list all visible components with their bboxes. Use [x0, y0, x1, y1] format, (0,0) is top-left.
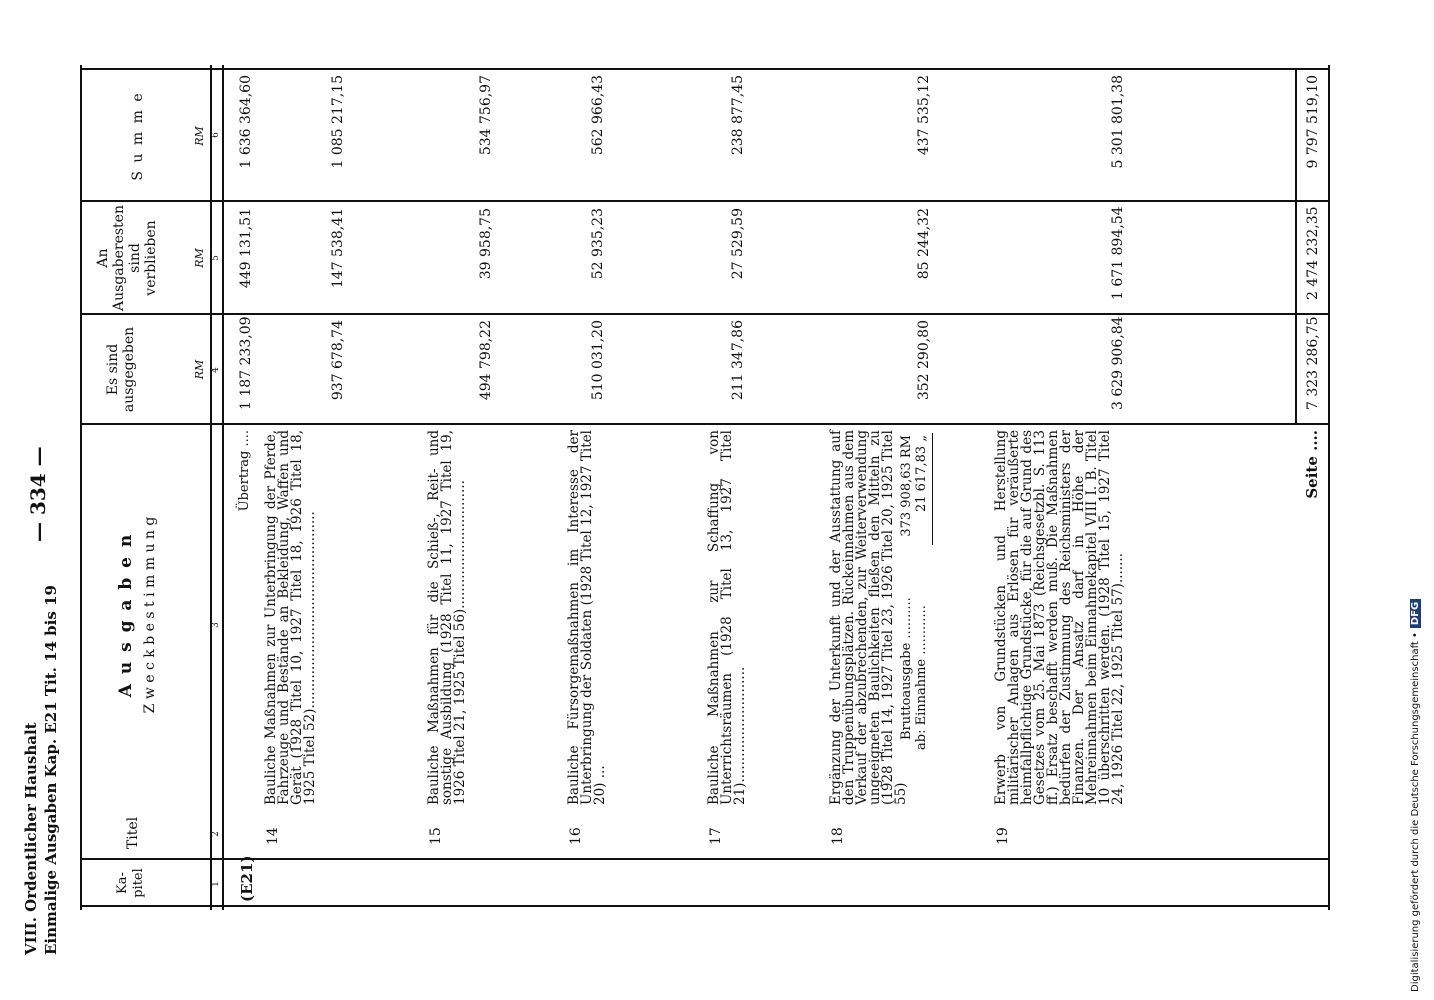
titel-15: 15 — [428, 827, 444, 845]
column-number-rule-top — [210, 65, 212, 910]
unit-rm-6: RM — [193, 126, 206, 146]
header-line-1: VIII. Ordentlicher Haushalt — [22, 722, 40, 955]
dfg-logo: DFG — [1410, 599, 1421, 628]
col-number-3: 3 — [211, 622, 221, 628]
col-kapitel-rule — [80, 859, 1328, 861]
row-15-ausgegeben: 494 798,22 — [478, 320, 494, 401]
col-number-6: 6 — [211, 132, 221, 138]
seite-label: Seite .... — [1303, 430, 1321, 499]
row-16-reste: 52 935,23 — [590, 208, 606, 280]
row-18-ausgegeben: 352 290,80 — [916, 320, 932, 401]
row-14-summe: 1 085 217,15 — [330, 75, 346, 169]
uebertrag-ausgegeben: 1 187 233,09 — [238, 316, 254, 410]
row-15-text: Bauliche Maßnahmen für die Schieß-, Reit- und sonstige Ausbildung (1928 Titel 11, 1927 Titel 19, 1926 Titel 21, 1925 Titel 56).............................. — [426, 430, 468, 805]
row-14-text: Bauliche Maßnahmen zur Unterbringung der Pferde, Fahrzeuge und Bestände an Bekleidung, Waffen und Gerät (1928 Titel 10, 1927 Titel 18, 1926 Titel 18, 1925 Titel 52).............................................. — [263, 430, 318, 805]
row-18-summe: 437 535,12 — [916, 75, 932, 156]
row-19-summe: 5 301 801,38 — [1110, 75, 1126, 169]
row-16-ausgegeben: 510 031,20 — [590, 320, 606, 401]
header-line-2: Einmalige Ausgaben Kap. E21 Tit. 14 bis 19 — [42, 585, 60, 955]
row-14-reste: 147 538,41 — [330, 208, 346, 289]
row-15-reste: 39 958,75 — [478, 208, 494, 280]
row-17-summe: 238 877,45 — [730, 75, 746, 156]
row-17-reste: 27 529,59 — [730, 208, 746, 280]
dfg-watermark — [1410, 572, 1421, 992]
titel-17: 17 — [708, 827, 724, 845]
col-text-rule — [80, 424, 1328, 426]
uebertrag-reste: 449 131,51 — [238, 208, 254, 289]
col-summe-header: S u m m e — [130, 91, 146, 181]
row-16-summe: 562 966,43 — [590, 75, 606, 156]
row-17-text: Bauliche Maßnahmen zur Schaffung von Unterrichtsräumen (1928 Titel 13, 1927 Titel 21)........................... — [706, 430, 748, 805]
col-number-2: 2 — [211, 831, 221, 837]
dfg-watermark-text: Digitalisierung gefördert durch die Deutsche Forschungsgemeinschaft • — [1410, 632, 1421, 992]
row-18-subtotal-rule — [932, 433, 933, 545]
seite-ausgegeben: 7 323 286,75 — [1305, 316, 1321, 410]
uebertrag-summe: 1 636 364,60 — [238, 75, 254, 169]
col-kapitel-header: Ka-pitel — [115, 868, 146, 898]
row-19-text: Erwerb von Grundstücken und Herstellung militärischer Anlagen aus Erlösen für veräußerte heimfallpflichtige Grundstücke, für die auf Grund des Gesetzes vom 25. Mai 1873 (Reichsgesetzbl. S. 113 ff.) Ersatz beschafft werden muß. Die Maßnahmen bedürfen der Zustimmung des Reichsministers der Finanzen. Der Ansatz darf in Höhe der Mehreinnahmen beim Einnahmekapitel VIII I. B. Titel 10 überschritten werden. (1928 Titel 15, 1927 Titel 24, 1926 Titel 22, 1925 Titel 57)....... — [993, 430, 1126, 805]
row-18-brutto-value: 373 908,63 RM — [899, 435, 914, 537]
col-zweck-header: Z w e c k b e s t i m m u n g — [142, 516, 158, 714]
row-18-einnahme-label: ab: Einnahme ............ — [914, 605, 929, 750]
column-number-rule-bottom — [222, 65, 224, 910]
col-number-1: 1 — [211, 881, 221, 887]
table-bottom-rule — [1328, 65, 1330, 910]
titel-18: 18 — [830, 827, 846, 845]
titel-19: 19 — [995, 827, 1011, 845]
table-right-rule — [80, 69, 1328, 71]
seite-summe: 9 797 519,10 — [1305, 75, 1321, 169]
uebertrag-label: Übertrag .... — [237, 430, 252, 512]
col-reste-header: An Ausgaberesten sind verblieben — [95, 205, 159, 311]
unit-rm-5: RM — [193, 248, 206, 268]
col-reste-rule — [80, 201, 1328, 203]
unit-rm-4: RM — [193, 359, 206, 380]
col-number-4: 4 — [211, 367, 221, 373]
titel-16: 16 — [568, 827, 584, 845]
row-19-reste: 1 671 894,54 — [1110, 206, 1126, 300]
col-ausgaben-header: A u s g a b e n — [116, 532, 136, 698]
seite-rule — [1295, 70, 1297, 425]
row-17-ausgegeben: 211 347,86 — [730, 320, 746, 401]
col-ausgegeben-rule — [80, 314, 1328, 316]
kapitel-marker: (E21) — [238, 855, 256, 902]
row-18-reste: 85 244,32 — [916, 208, 932, 280]
row-18-brutto-label: Bruttoausgabe .......... — [899, 597, 914, 740]
table-left-rule — [80, 906, 1328, 908]
row-15-summe: 534 756,97 — [478, 75, 494, 156]
row-18-einnahme-value: 21 617,83 „ — [914, 435, 929, 513]
seite-reste: 2 474 232,35 — [1305, 206, 1321, 300]
row-19-ausgegeben: 3 629 906,84 — [1110, 316, 1126, 410]
row-18-text: Ergänzung der Unterkunft und der Ausstattung auf den Truppenübungsplätzen. Rückeinnahmen aus dem Verkauf der abzubrechenden, zur Weiterverwendung ungeeigneten Baulichkeiten fließen den Mitteln zu (1928 Titel 14, 1927 Titel 23, 1926 Titel 20, 1925 Titel 55) — [828, 430, 909, 805]
row-16-text: Bauliche Fürsorgemaßnahmen im Interesse der Unterbringung der Soldaten (1928 Titel 12, 1927 Titel 20) ... — [566, 430, 608, 805]
col-ausgegeben-header: Es sind ausgegeben — [105, 326, 137, 413]
row-14-ausgegeben: 937 678,74 — [330, 320, 346, 401]
titel-14: 14 — [265, 827, 281, 845]
page-number: — 334 — — [26, 446, 50, 542]
table-top-rule — [80, 65, 82, 910]
col-titel-header: Titel — [125, 816, 141, 850]
col-number-5: 5 — [211, 255, 221, 261]
